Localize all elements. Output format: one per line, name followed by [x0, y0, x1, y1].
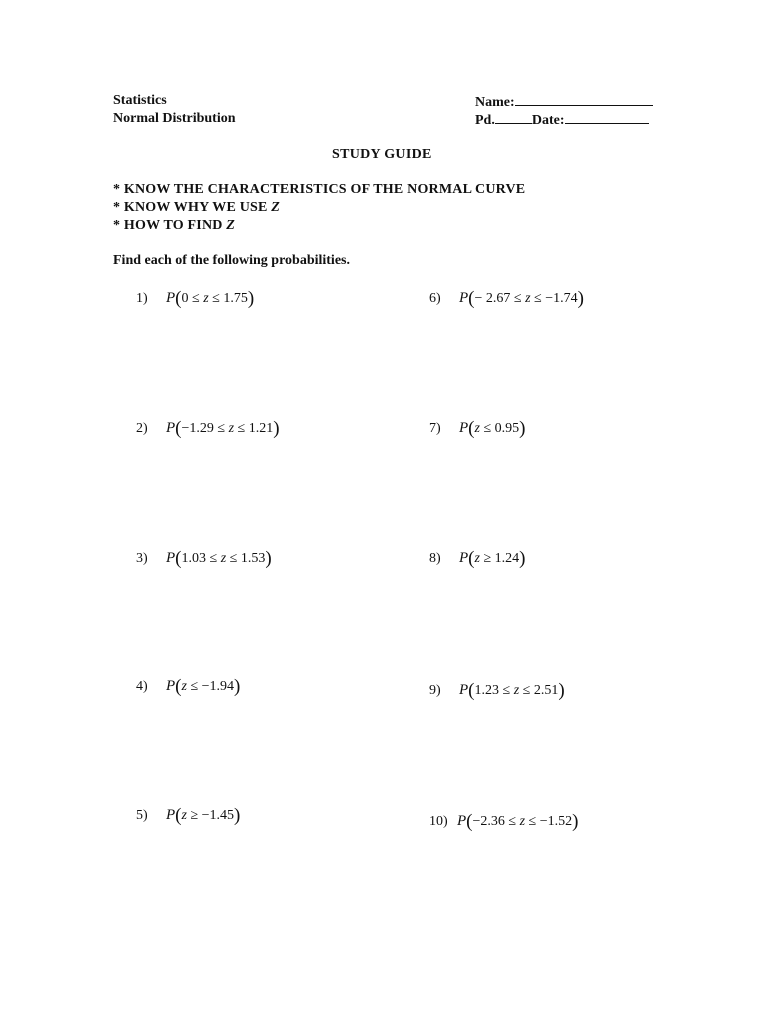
- date-blank: [565, 111, 649, 124]
- course-label: Statistics: [113, 93, 167, 108]
- topic-label: Normal Distribution: [113, 111, 236, 126]
- bullet-how-find-z: [113, 218, 235, 234]
- problem-number: 1): [136, 291, 148, 306]
- prob-symbol: P: [459, 420, 469, 436]
- problem-4: 4) P(z ≤ −1.94): [136, 676, 241, 697]
- problem-9: 9) P(1.23 ≤ z ≤ 2.51): [429, 680, 565, 701]
- problem-expression: −1.29 ≤ z ≤ 1.21: [181, 421, 274, 436]
- prob-symbol: P: [166, 420, 176, 436]
- prob-symbol: P: [459, 682, 469, 698]
- problem-expression: z ≥ 1.24: [474, 551, 520, 566]
- date-label: Date:: [531, 113, 565, 128]
- bullet-text: * HOW TO FIND: [113, 218, 227, 233]
- problem-6: 6) P(− 2.67 ≤ z ≤ −1.74): [429, 288, 584, 309]
- problem-8: 8) P(z ≥ 1.24): [429, 548, 526, 569]
- problem-expression: z ≤ 0.95: [474, 421, 520, 436]
- page-title: STUDY GUIDE: [332, 147, 432, 162]
- problem-1: 1) P(0 ≤ z ≤ 1.75): [136, 288, 255, 309]
- prob-symbol: P: [457, 813, 467, 829]
- problem-number: 3): [136, 551, 148, 566]
- bullet-text: * KNOW WHY WE USE: [113, 200, 272, 215]
- bullet-why-z: [113, 200, 280, 216]
- problem-number: 5): [136, 808, 148, 823]
- prob-symbol: P: [166, 807, 176, 823]
- period-label: Pd.: [475, 113, 495, 128]
- problem-number: 8): [429, 551, 441, 566]
- problem-expression: 0 ≤ z ≤ 1.75: [181, 291, 248, 306]
- bullet-italic: Z: [271, 200, 281, 215]
- problem-5: 5) P(z ≥ −1.45): [136, 805, 241, 826]
- problem-number: 2): [136, 421, 148, 436]
- problem-number: 9): [429, 683, 441, 698]
- problem-3: 3) P(1.03 ≤ z ≤ 1.53): [136, 548, 272, 569]
- instruction: Find each of the following probabilities.: [113, 253, 350, 268]
- period-date-line: [475, 111, 649, 129]
- problem-number: 7): [429, 421, 441, 436]
- period-blank: [495, 111, 532, 124]
- problem-expression: −2.36 ≤ z ≤ −1.52: [472, 814, 573, 829]
- prob-symbol: P: [459, 550, 469, 566]
- prob-symbol: P: [166, 290, 176, 306]
- problem-expression: 1.23 ≤ z ≤ 2.51: [474, 683, 559, 698]
- problem-2: 2) P(−1.29 ≤ z ≤ 1.21): [136, 418, 280, 439]
- prob-symbol: P: [166, 678, 176, 694]
- problem-10: 10) P(−2.36 ≤ z ≤ −1.52): [429, 811, 579, 832]
- problem-7: 7) P(z ≤ 0.95): [429, 418, 526, 439]
- bullet-characteristics: [113, 182, 525, 198]
- problem-expression: z ≤ −1.94: [181, 679, 235, 694]
- problem-expression: z ≥ −1.45: [181, 808, 235, 823]
- problem-expression: 1.03 ≤ z ≤ 1.53: [181, 551, 266, 566]
- name-blank: [515, 93, 653, 106]
- bullet-text: * KNOW THE CHARACTERISTICS OF THE NORMAL CURVE: [113, 182, 526, 197]
- bullet-italic: Z: [226, 218, 236, 233]
- problem-number: 6): [429, 291, 441, 306]
- prob-symbol: P: [166, 550, 176, 566]
- problem-expression: − 2.67 ≤ z ≤ −1.74: [474, 291, 578, 306]
- name-label: Name:: [475, 95, 515, 110]
- problem-number: 4): [136, 679, 148, 694]
- prob-symbol: P: [459, 290, 469, 306]
- problem-number: 10): [429, 814, 448, 829]
- name-line: [475, 93, 653, 111]
